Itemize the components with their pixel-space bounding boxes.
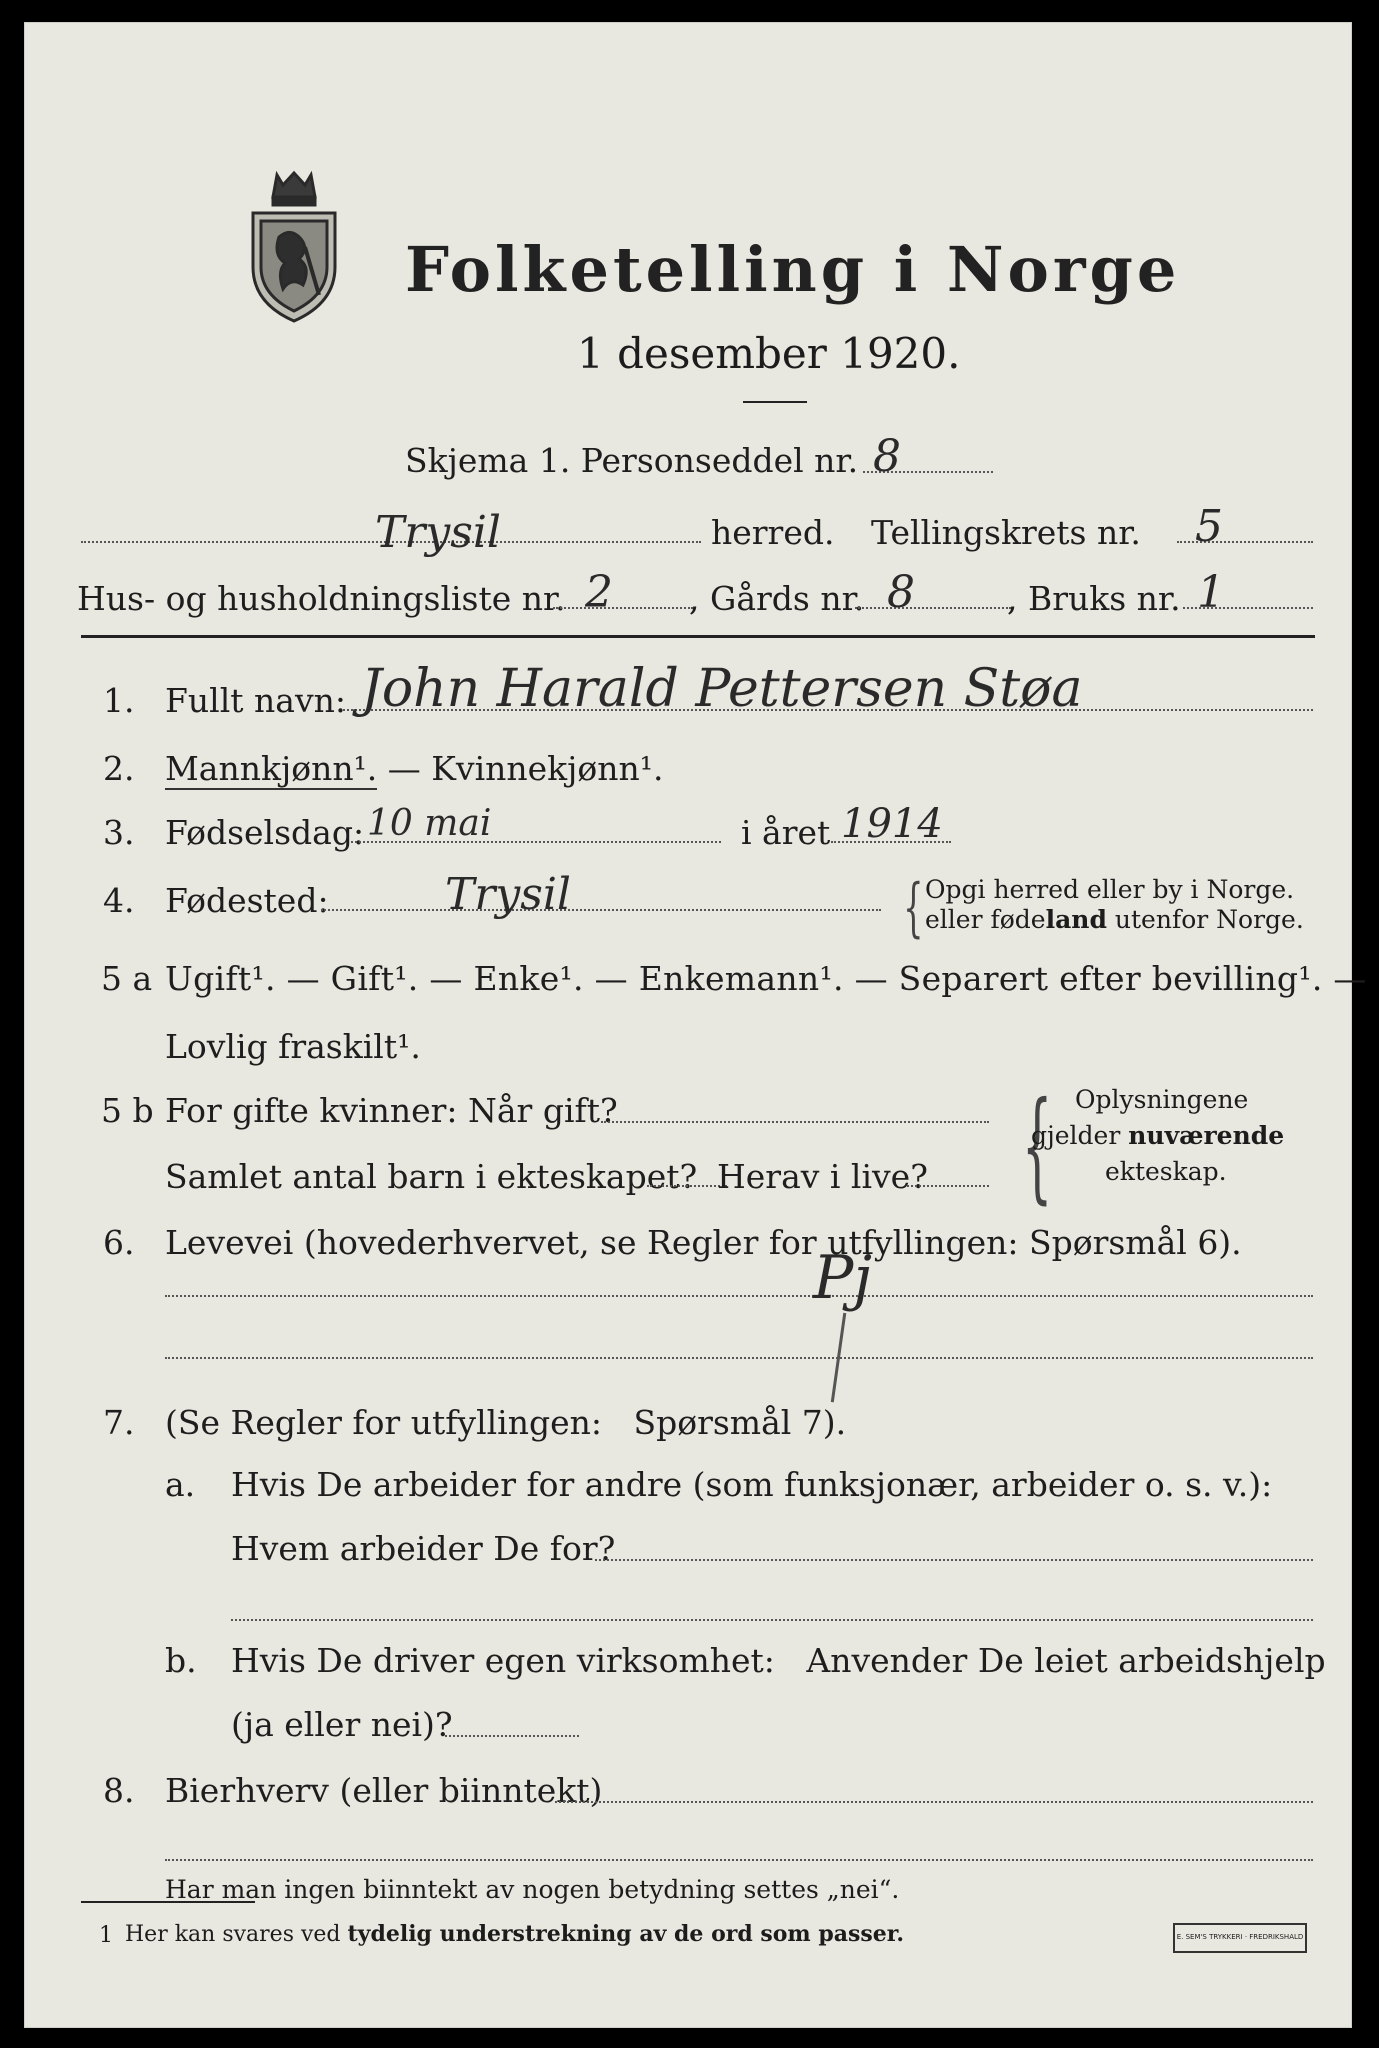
q7-label: (Se Regler for utfyllingen: Spørsmål 7). <box>165 1403 847 1442</box>
side-income-line1 <box>555 1801 1313 1803</box>
employer-line1 <box>595 1559 1313 1561</box>
side-income-label: Bierhverv (eller biinntekt) <box>165 1771 603 1810</box>
q1-label: Fullt navn: <box>165 681 346 720</box>
household-list-number: 2 <box>585 567 613 618</box>
footnote-text <box>125 1921 904 1947</box>
form-date: 1 desember 1920. <box>577 329 961 378</box>
footnote-emphasis: tydelig understrekning av de ord som passer. <box>347 1921 905 1947</box>
side-income-note: Har man ingen biinntekt av nogen betydning settes „nei“. <box>165 1875 900 1904</box>
q5b-note-line2 <box>1031 1121 1284 1150</box>
header-rule <box>81 635 1315 638</box>
children-alive-label: Herav i live? <box>717 1157 928 1196</box>
q4-note-part1: eller føde <box>925 905 1046 934</box>
footnote-part1: Her kan svares ved <box>125 1922 348 1947</box>
coat-of-arms-emblem <box>239 167 349 327</box>
hired-help-label: (ja eller nei)? <box>231 1705 453 1744</box>
children-count-label: Samlet antal barn i ekteskapet? <box>165 1157 698 1196</box>
birthplace-value: Trysil <box>445 869 571 920</box>
tellingskrets-number: 5 <box>1195 501 1223 552</box>
children-alive-line <box>907 1185 989 1187</box>
q4-note-line1: Opgi herred eller by i Norge. <box>925 875 1295 904</box>
q4-number: 4. <box>103 881 135 920</box>
q3-number: 3. <box>103 813 135 852</box>
q8-number: 8. <box>103 1771 135 1810</box>
q5b-note-line3: ekteskap. <box>1105 1157 1227 1186</box>
gards-number: 8 <box>887 567 915 618</box>
full-name-value: John Harald Pettersen Støa <box>361 659 1083 719</box>
household-list-line <box>553 607 693 609</box>
female-option: Kvinnekjønn¹. <box>431 749 664 788</box>
q2-number: 2. <box>103 749 135 788</box>
q7b-letter: b. <box>165 1641 197 1680</box>
q5b-brace: { <box>1021 1077 1053 1216</box>
gards-line <box>855 607 1011 609</box>
tellingskrets-label: Tellingskrets nr. <box>871 513 1141 552</box>
q4-label: Fødested: <box>165 881 329 920</box>
printer-stamp: E. SEM'S TRYKKERI · FREDRIKSHALD <box>1173 1923 1307 1953</box>
q3-label: Fødselsdag: <box>165 813 365 852</box>
q5a-number: 5 a <box>101 959 153 998</box>
marital-status-options: Ugift¹. — Gift¹. — Enke¹. — Enkemann¹. — Separert efter bevilling¹. — <box>165 959 1367 998</box>
q5b-number: 5 b <box>101 1091 154 1130</box>
q5b-note-emphasis: nuværende <box>1128 1121 1285 1150</box>
q7a-letter: a. <box>165 1465 196 1504</box>
q7b-question: Hvis De driver egen virksomhet: Anvender De leiet arbeidshjelp <box>231 1641 1326 1680</box>
q1-number: 1. <box>103 681 135 720</box>
q4-note-line2 <box>925 905 1304 934</box>
q5b-note-part1: gjelder <box>1031 1121 1129 1150</box>
occupation-value: Pj <box>813 1243 872 1313</box>
divorced-option: Lovlig fraskilt¹. <box>165 1027 421 1066</box>
birthday-value: 10 mai <box>367 803 492 844</box>
married-when-line <box>601 1121 989 1123</box>
occupation-label: Levevei (hovederhvervet, se Regler for utfyllingen: Spørsmål 6). <box>165 1223 1242 1262</box>
q6-number: 6. <box>103 1223 135 1262</box>
hired-help-line <box>445 1735 579 1737</box>
herred-value: Trysil <box>375 507 501 558</box>
q7a-question: Hvis De arbeider for andre (som funksjonær, arbeider o. s. v.): <box>231 1465 1273 1504</box>
children-count-line <box>647 1185 727 1187</box>
q4-line <box>321 909 881 911</box>
q2-sex-options <box>165 749 664 788</box>
title-divider <box>743 401 807 403</box>
q5b-note-line1: Oplysningene <box>1075 1085 1249 1114</box>
footnote-rule <box>81 1901 255 1903</box>
side-income-line2 <box>165 1859 1313 1861</box>
occupation-line2 <box>165 1357 1313 1359</box>
herred-label: herred. <box>711 513 835 552</box>
gards-label: , Gårds nr. <box>689 579 865 618</box>
q4-note-part3: utenfor Norge. <box>1106 905 1304 934</box>
schema-number: 8 <box>873 431 901 482</box>
year-label: i året <box>741 813 831 852</box>
schema-label: Skjema 1. Personseddel nr. <box>405 441 859 480</box>
household-list-label: Hus- og husholdningsliste nr. <box>77 579 566 618</box>
employer-line2 <box>231 1619 1313 1621</box>
q2-separator: — <box>377 749 432 788</box>
q4-note-emphasis: land <box>1045 905 1107 934</box>
q4-brace: { <box>903 871 924 945</box>
form-title: Folketelling i Norge <box>405 233 1181 306</box>
married-when-label: For gifte kvinner: Når gift? <box>165 1091 618 1130</box>
employer-label: Hvem arbeider De for? <box>231 1529 616 1568</box>
footnote-marker: 1 <box>99 1923 113 1948</box>
q7-number: 7. <box>103 1403 135 1442</box>
occupation-line1 <box>165 1295 1313 1297</box>
male-option: Mannkjønn¹. <box>165 749 378 788</box>
bruks-label: , Bruks nr. <box>1007 579 1181 618</box>
census-form <box>24 22 1367 2028</box>
birth-year-value: 1914 <box>841 801 943 847</box>
bruks-number: 1 <box>1197 567 1225 618</box>
